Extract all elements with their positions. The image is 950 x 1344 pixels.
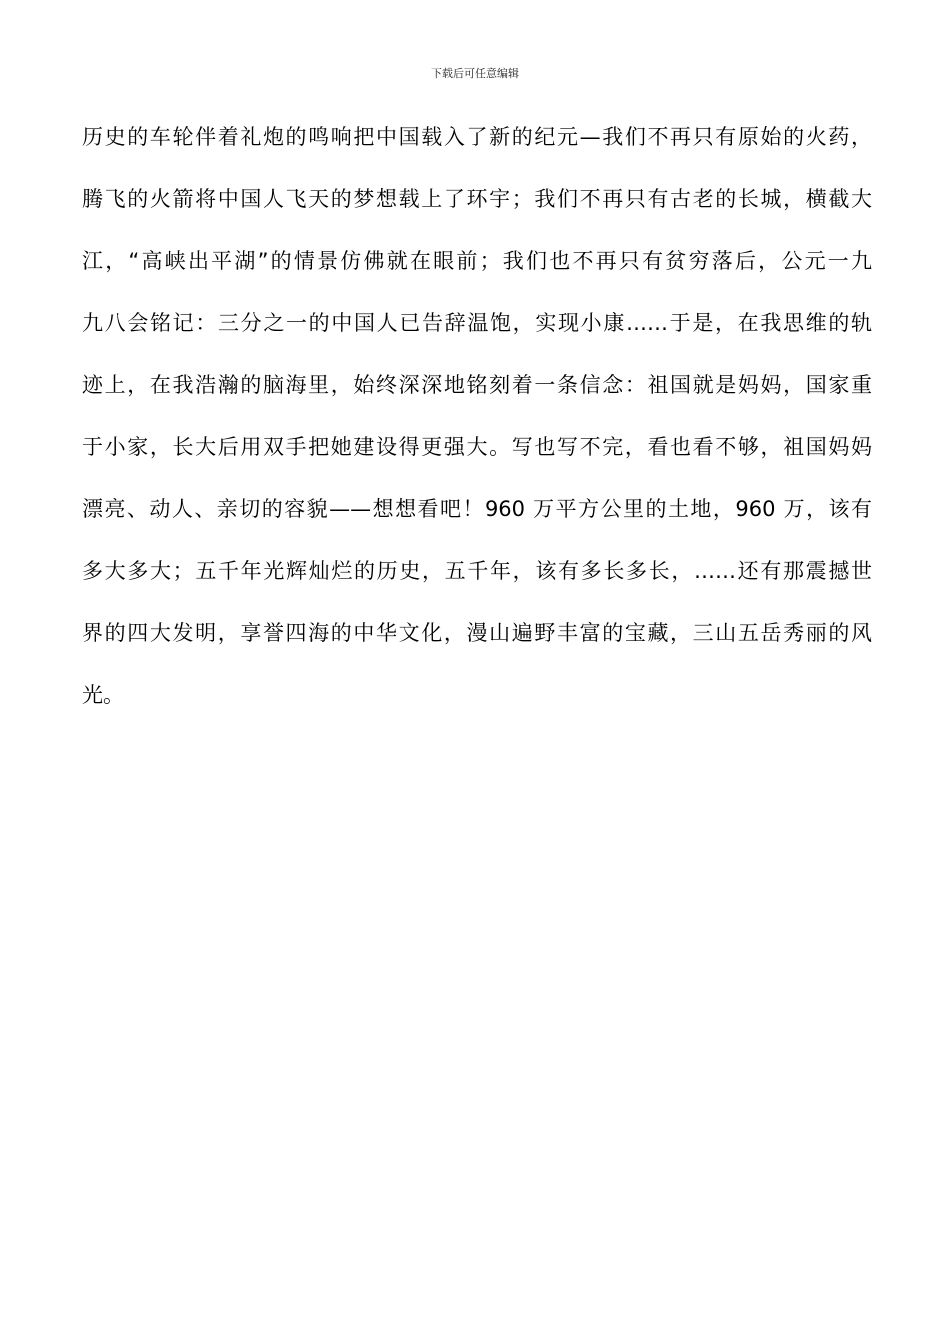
text-line: 迹上，在我浩瀚的脑海里，始终深深地铭刻着一条信念：祖国就是妈妈，国家重 xyxy=(82,373,872,397)
text-line: 多大多大；五千年光辉灿烂的历史，五千年，该有多长多长，……还有那震撼世 xyxy=(82,559,872,583)
text-line: 于小家，长大后用双手把她建设得更强大。写也写不完，看也看不够，祖国妈妈 xyxy=(82,435,872,459)
text-line: 江，“高峡出平湖”的情景仿佛就在眼前；我们也不再只有贫穷落后，公元一九 xyxy=(82,249,872,273)
text-line: 历史的车轮伴着礼炮的鸣响把中国载入了新的纪元—我们不再只有原始的火药， xyxy=(82,125,872,149)
text-line: 九八会铭记：三分之一的中国人已告辞温饱，实现小康……于是，在我思维的轨 xyxy=(82,311,872,335)
text-line: 界的四大发明，享誉四海的中华文化，漫山遍野丰富的宝藏，三山五岳秀丽的风 xyxy=(82,621,872,645)
text-line: 漂亮、动人、亲切的容貌——想想看吧！960 万平方公里的土地，960 万，该有 xyxy=(82,497,872,521)
page-header-note: 下载后可任意编辑 xyxy=(431,67,519,80)
text-line: 光。 xyxy=(82,683,124,707)
text-line: 腾飞的火箭将中国人飞天的梦想载上了环宇；我们不再只有古老的长城，横截大 xyxy=(82,187,872,211)
body-paragraph xyxy=(82,106,872,726)
